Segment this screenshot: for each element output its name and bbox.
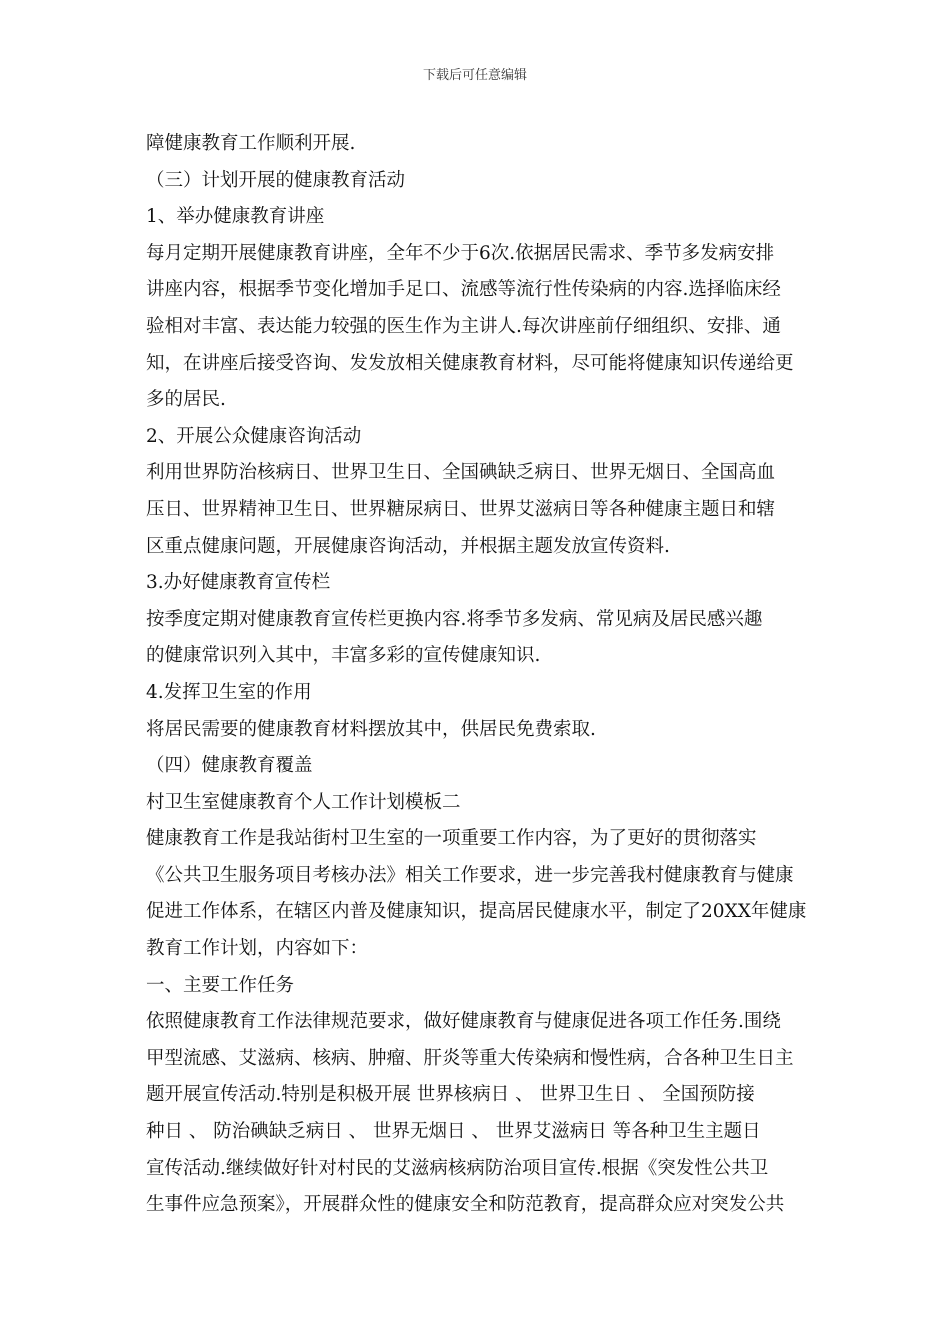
section-heading: 一、主要工作任务 — [146, 974, 295, 996]
page-header: 下载后可任意编辑 — [422, 68, 527, 83]
subsection-heading: 2、开展公众健康咨询活动 — [146, 425, 362, 447]
paragraph-line: 每月定期开展健康教育讲座，全年不少于6次.依据居民需求、季节多发病安排 — [146, 242, 775, 264]
subsection-heading: 1、举办健康教育讲座 — [146, 206, 325, 228]
paragraph-line: 压日、世界精神卫生日、世界糖尿病日、世界艾滋病日等各种健康主题日和辖 — [146, 498, 776, 520]
section-heading: （三）计划开展的健康教育活动 — [146, 169, 406, 191]
paragraph-line: 生事件应急预案》，开展群众性的健康安全和防范教育，提高群众应对突发公共 — [146, 1194, 785, 1216]
paragraph-line: 按季度定期对健康教育宣传栏更换内容.将季节多发病、常见病及居民感兴趣 — [146, 608, 763, 630]
paragraph-line: 的健康常识列入其中，丰富多彩的宣传健康知识. — [146, 645, 541, 667]
paragraph-line: 促进工作体系，在辖区内普及健康知识，提高居民健康水平，制定了20XX年健康 — [146, 901, 807, 923]
paragraph-line: 教育工作计划，内容如下： — [146, 938, 369, 960]
paragraph-line: 种日 、 防治碘缺乏病日 、 世界无烟日 、 世界艾滋病日 等各种卫生主题日 — [146, 1121, 761, 1143]
paragraph-line: 宣传活动.继续做好针对村民的艾滋病核病防治项目宣传.根据《突发性公共卫 — [146, 1157, 769, 1179]
paragraph-line: 题开展宣传活动.特别是积极开展 世界核病日 、 世界卫生日 、 全国预防接 — [146, 1084, 755, 1106]
document-body — [146, 126, 814, 1224]
paragraph-line: 知，在讲座后接受咨询、发发放相关健康教育材料，尽可能将健康知识传递给更 — [146, 352, 794, 374]
paragraph-line: 多的居民. — [146, 389, 226, 411]
paragraph-line: 甲型流感、艾滋病、核病、肿瘤、肝炎等重大传染病和慢性病，合各种卫生日主 — [146, 1047, 794, 1069]
paragraph-line: 验相对丰富、表达能力较强的医生作为主讲人.每次讲座前仔细组织、安排、通 — [146, 315, 781, 337]
section-heading: （四）健康教育覆盖 — [146, 755, 313, 777]
paragraph-line: 《公共卫生服务项目考核办法》相关工作要求，进一步完善我村健康教育与健康 — [146, 864, 794, 886]
subsection-heading: 3.办好健康教育宣传栏 — [146, 572, 331, 594]
paragraph-line: 讲座内容，根据季节变化增加手足口、流感等流行性传染病的内容.选择临床经 — [146, 279, 781, 301]
paragraph-line: 障健康教育工作顺利开展. — [146, 133, 356, 154]
paragraph-line: 健康教育工作是我站街村卫生室的一项重要工作内容，为了更好的贯彻落实 — [146, 828, 757, 850]
paragraph-line: 依照健康教育工作法律规范要求，做好健康教育与健康促进各项工作任务.围绕 — [146, 1011, 781, 1033]
paragraph-line: 利用世界防治核病日、世界卫生日、全国碘缺乏病日、世界无烟日、全国高血 — [146, 462, 776, 484]
document-title: 村卫生室健康教育个人工作计划模板二 — [146, 791, 461, 813]
paragraph-line: 区重点健康问题，开展健康咨询活动，并根据主题发放宣传资料. — [146, 535, 670, 557]
paragraph-line: 将居民需要的健康教育材料摆放其中，供居民免费索取. — [146, 718, 596, 740]
subsection-heading: 4.发挥卫生室的作用 — [146, 681, 312, 703]
